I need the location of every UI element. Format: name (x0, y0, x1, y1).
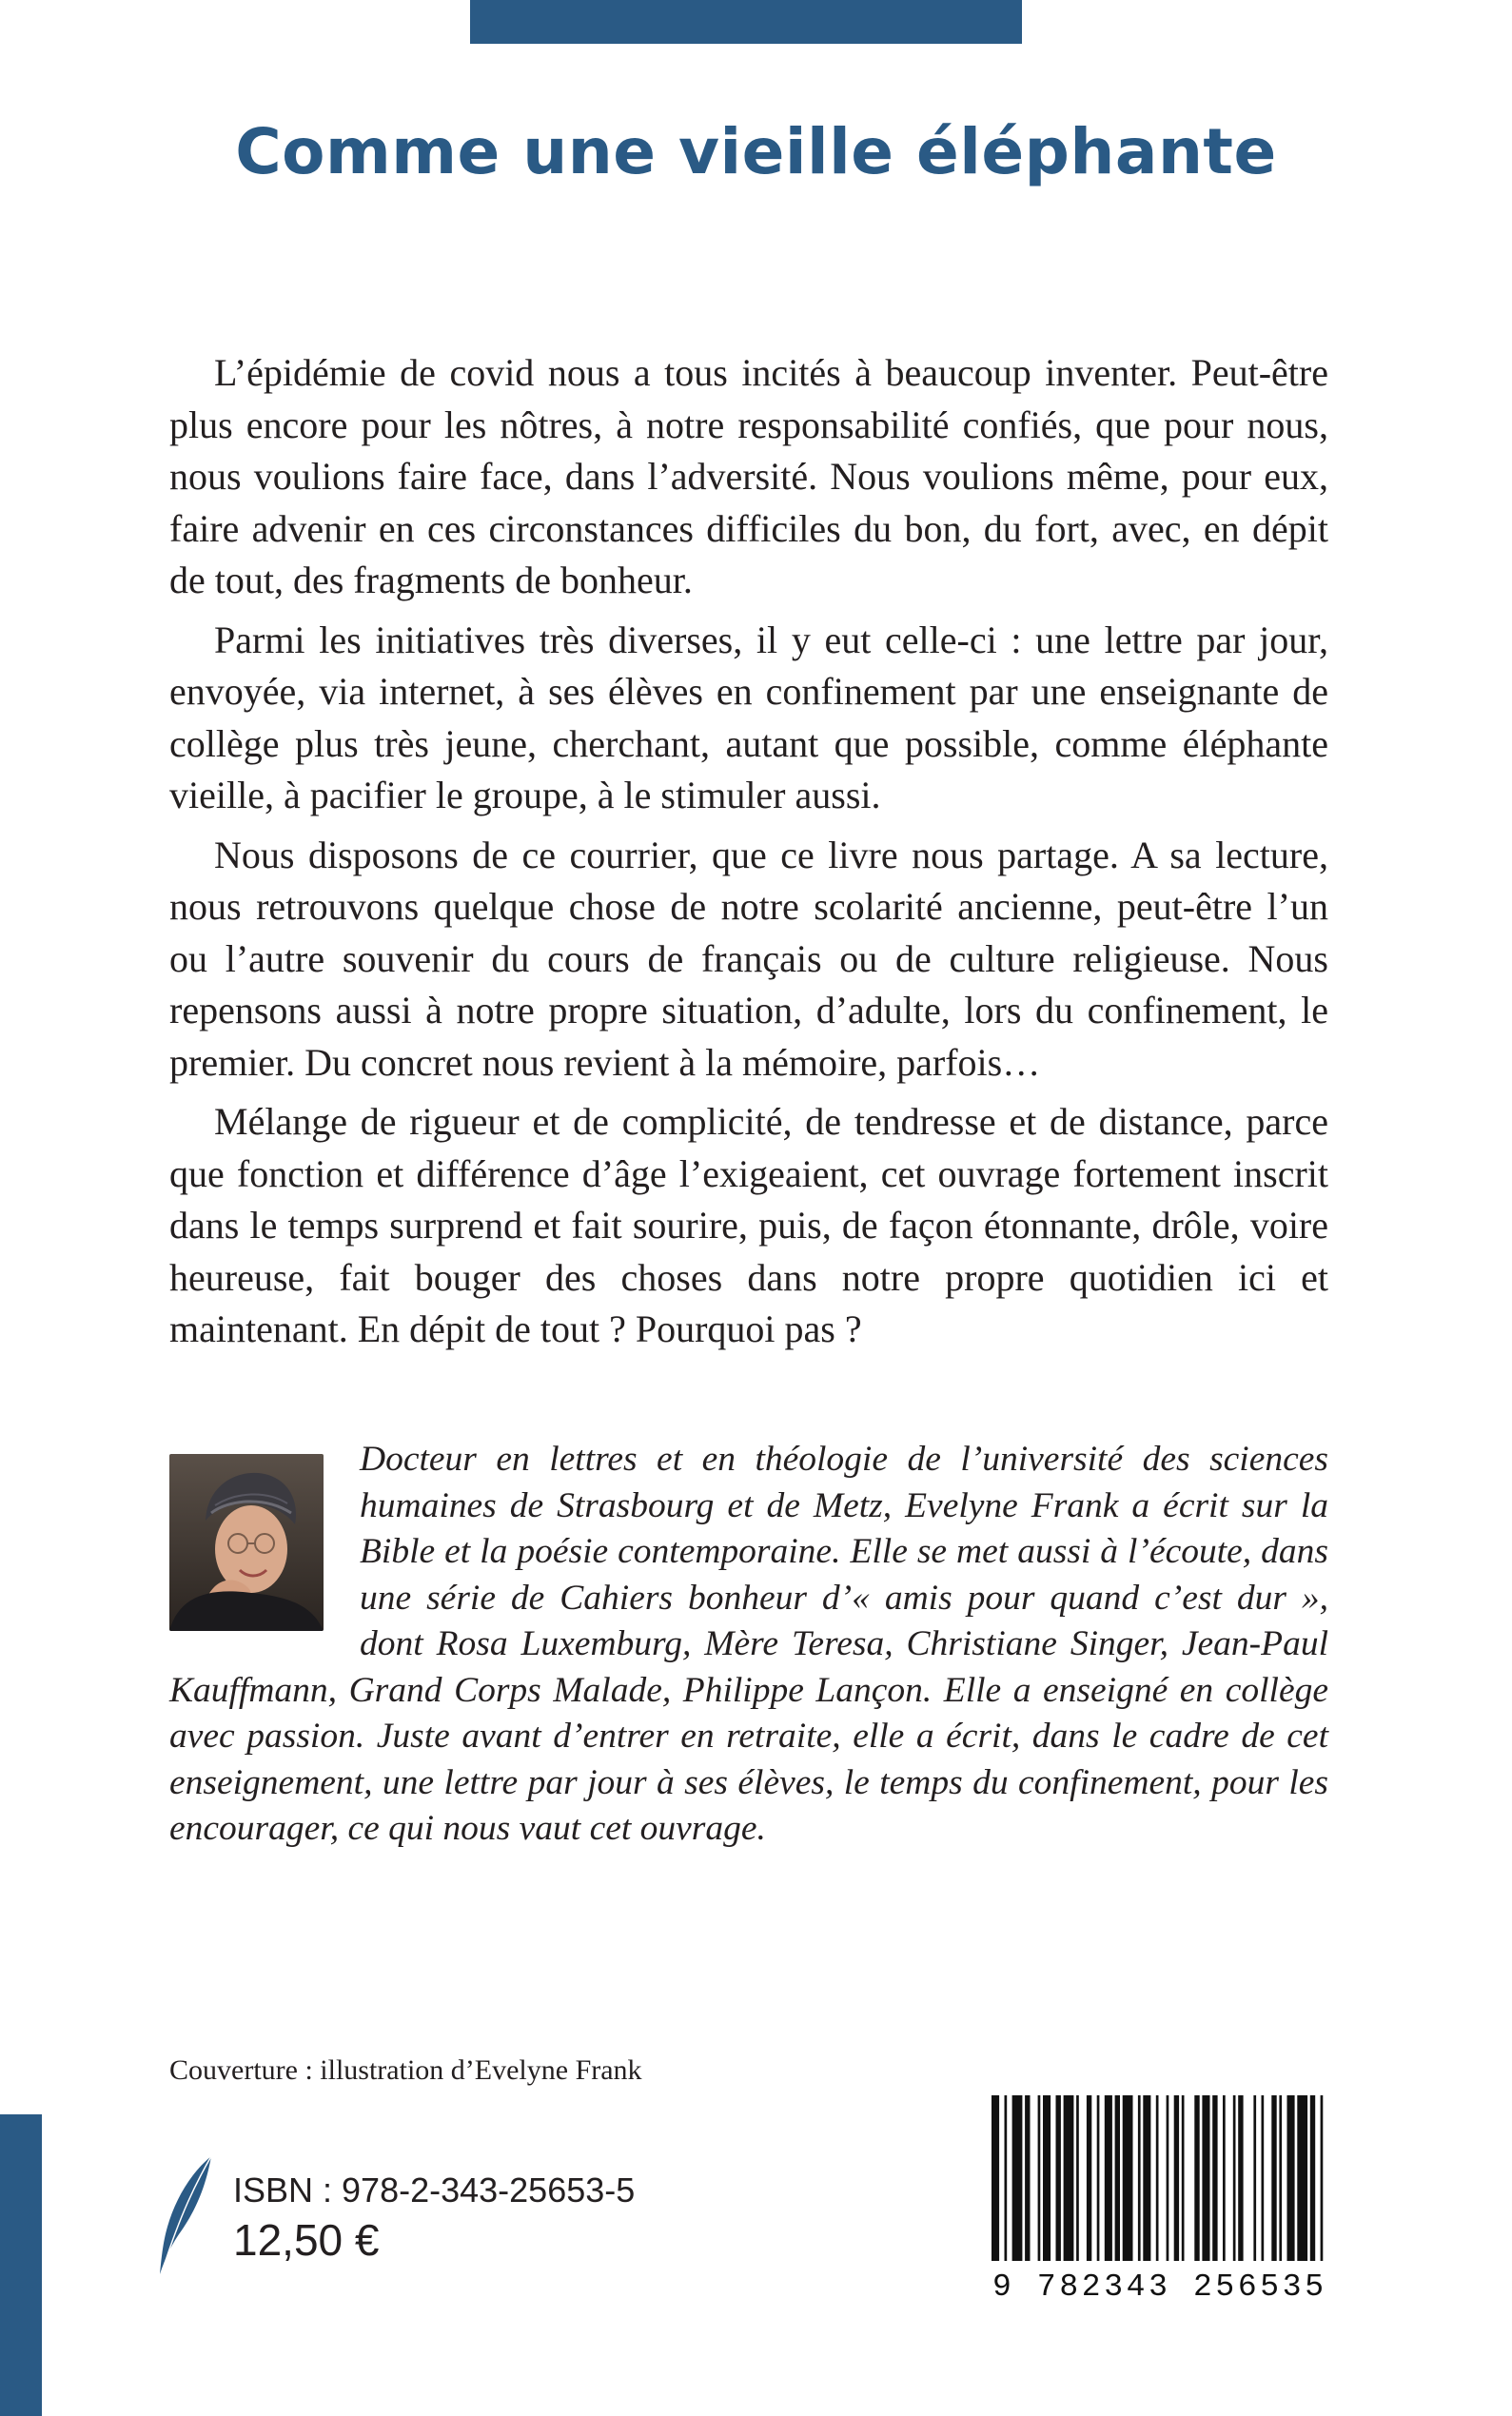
barcode-bar (1233, 2095, 1236, 2261)
barcode-bar (1156, 2095, 1159, 2261)
top-color-tab (470, 0, 1022, 44)
isbn-text: ISBN : 978-2-343-25653-5 (233, 2170, 636, 2210)
author-bio-text: Docteur en lettres et en théologie de l’université des sciences humaines de Strasbourg et de Metz, Evelyne Frank a écrit sur la Bible et la poésie contemporaine. Elle se met aussi à l’écoute, dans une série de Cahiers bonheur d’« amis pour quand c’est dur », dont Rosa Luxemburg, Mère Teresa, Christiane Singer, Jean-Paul Kauffmann, Grand Corps Malade, Philippe Lançon. Elle a enseigné en collège avec passion. Juste avant d’entrer en retraite, elle a écrit, dans le cadre de cet enseignement, une lettre par jour à ses élèves, le temps du confinement, pour les encourager, ce qui nous vaut cet ouvrage. (169, 1440, 1328, 1848)
barcode-bar (1012, 2095, 1023, 2261)
left-color-stripe (0, 2114, 42, 2416)
barcode-bar (1143, 2095, 1150, 2261)
barcode-bar (1038, 2095, 1041, 2261)
barcode-bar (1238, 2095, 1243, 2261)
blurb-paragraph-2: Parmi les initiatives très diverses, il y eut celle-ci : une lettre par jour, envoyée, via internet, à ses élèves en confinement par une enseignante de collège plus très jeune, cherchant, autant que possible, comme éléphante vieille, à pacifier le groupe, à le stimuler aussi. (169, 618, 1328, 816)
barcode-bar (1212, 2095, 1217, 2261)
barcode-bar (1043, 2095, 1051, 2261)
barcode-bar (1167, 2095, 1169, 2261)
blurb-paragraph-4: Mélange de rigueur et de complicité, de tendresse et de distance, parce que fonction et différence d’âge l’exigeaient, cet ouvrage fortement inscrit dans le temps surprend et fait sourire, puis, de façon étonnante, drôle, voire heureuse, fait bouger des choses dans notre propre quotidien ici et maintenant. En dépit de tout ? Pourquoi pas ? (169, 1100, 1328, 1350)
barcode-bar (1005, 2095, 1008, 2261)
author-photo (169, 1454, 324, 1631)
barcode-bar (1076, 2095, 1079, 2261)
barcode-bar (1097, 2095, 1100, 2261)
book-title: Comme une vieille éléphante (235, 115, 1277, 188)
barcode-bar (1223, 2095, 1226, 2261)
barcode-number: 9 782343 256535 (992, 2269, 1324, 2303)
barcode-bar (1194, 2095, 1199, 2261)
blurb-paragraph-1: L’épidémie de covid nous a tous incités à beaucoup inventer. Peut-être plus encore pour les nôtres, à notre responsabilité confiés, que pour nous, nous voulions faire face, dans l’adversité. Nous voulions même, pour eux, faire advenir en ces circonstances difficiles du bon, du fort, avec, en dépit de tout, des fragments de bonheur. (169, 351, 1328, 601)
barcode-bar (1202, 2095, 1209, 2261)
barcode-bar (1279, 2095, 1282, 2261)
barcode-bar (1182, 2095, 1185, 2261)
barcode-bar (1105, 2095, 1112, 2261)
barcode-bar (1310, 2095, 1315, 2261)
barcode (988, 2092, 1328, 2303)
barcode-bar (1064, 2095, 1074, 2261)
barcode-bar (1174, 2095, 1179, 2261)
barcode-bar (1025, 2095, 1030, 2261)
author-bio-block (169, 1437, 1328, 1853)
barcode-bar (1087, 2095, 1091, 2261)
barcode-bar (1056, 2095, 1061, 2261)
barcode-bar (1297, 2095, 1307, 2261)
blurb-paragraph-3: Nous disposons de ce courrier, que ce livre nous partage. A sa lecture, nous retrouvons quelque chose de notre scolarité ancienne, peut-être l’un ou l’autre souvenir du cours de français ou de culture religieuse. Nous repensons aussi à notre propre situation, d’adulte, lors du confinement, le premier. Du concret nous revient à la mémoire, parfois… (169, 833, 1328, 1084)
barcode-bar (992, 2095, 999, 2261)
barcode-bar (1123, 2095, 1133, 2261)
barcode-bar (1262, 2095, 1265, 2261)
cover-credit: Couverture : illustration d’Evelyne Frank (169, 2054, 642, 2086)
price-text: 12,50 € (233, 2215, 380, 2265)
barcode-bar (1287, 2095, 1295, 2261)
barcode-bar (1138, 2095, 1141, 2261)
quill-icon (152, 2154, 219, 2278)
barcode-bar (1271, 2095, 1276, 2261)
barcode-bar (1253, 2095, 1256, 2261)
barcode-bar (1321, 2095, 1324, 2261)
blurb (169, 347, 1328, 1364)
barcode-bar (1115, 2095, 1120, 2261)
